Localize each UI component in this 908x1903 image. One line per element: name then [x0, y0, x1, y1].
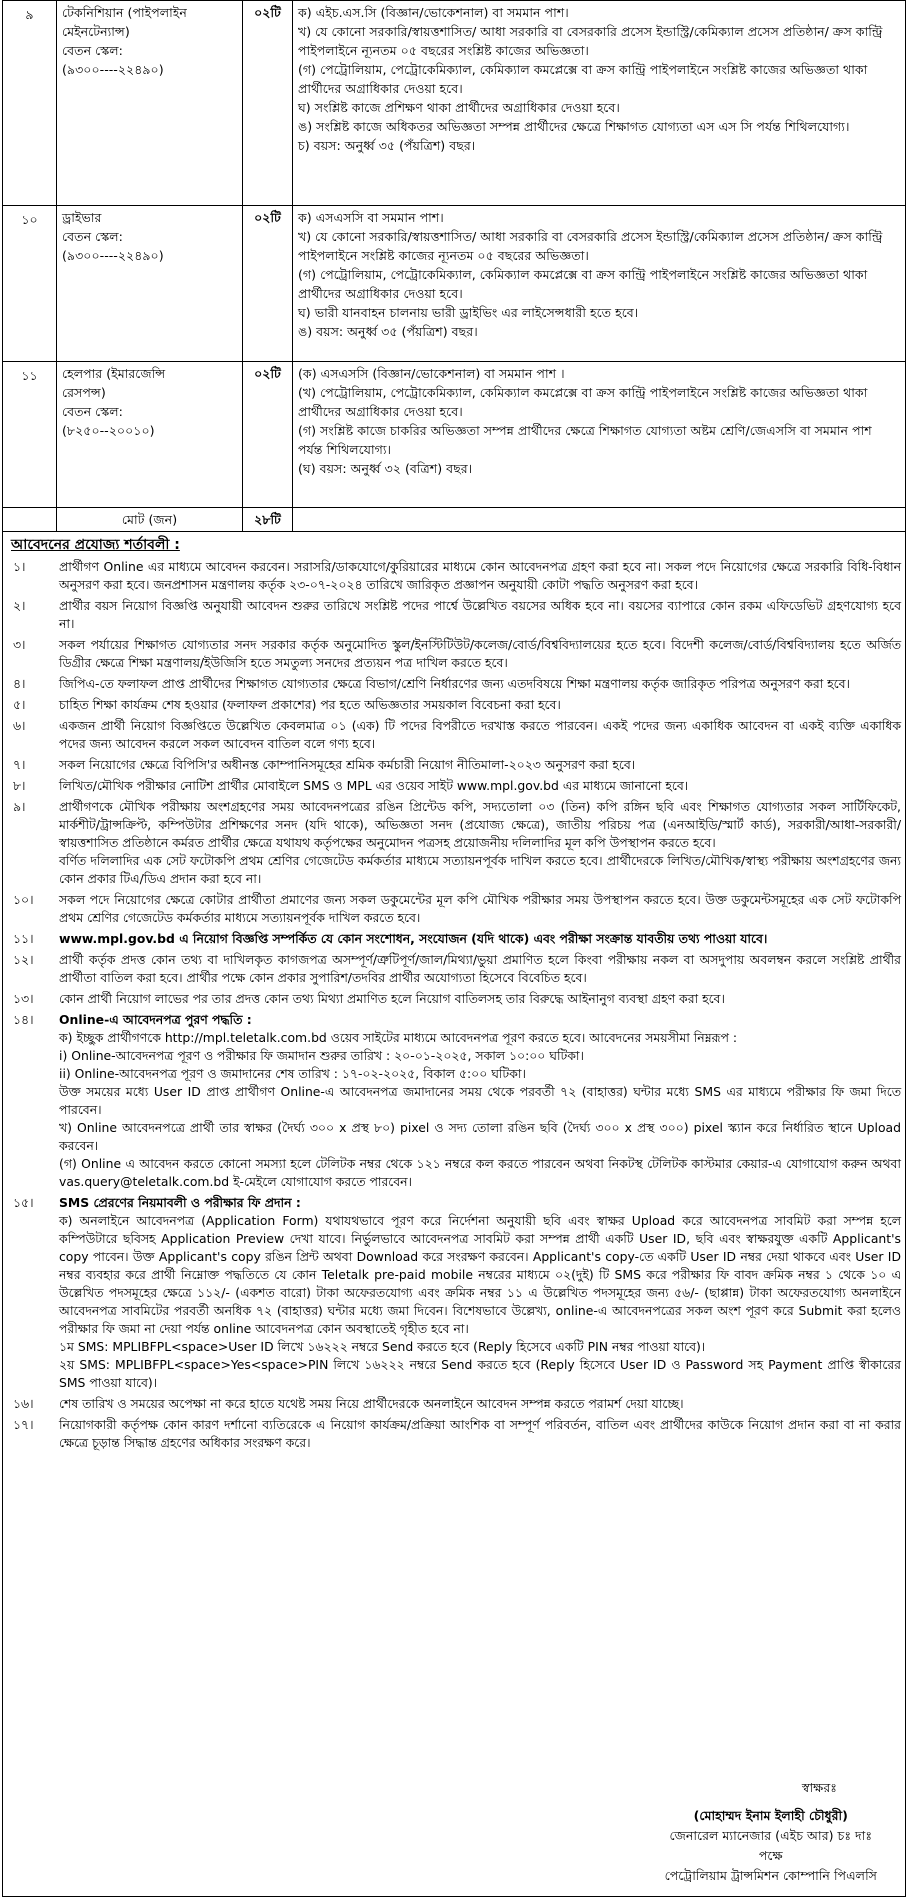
- term-number: ৬।: [13, 718, 26, 733]
- term-item: [7, 951, 901, 987]
- table-row: [3, 206, 906, 362]
- serial-number: ১১: [3, 362, 57, 508]
- qualification-line: (ক) এসএসসি (বিজ্ঞান/ভোকেশনাল) বা সমমান পাশ ।: [298, 366, 565, 381]
- term-item: [7, 636, 901, 672]
- vacancy-count: ০২টি: [243, 1, 293, 206]
- terms-title: আবেদনের প্রযোজ্য শর্তাবলী :: [11, 537, 180, 553]
- term-text: [59, 990, 901, 1008]
- term-number: ১৪।: [13, 1012, 34, 1027]
- term-text: [59, 756, 901, 774]
- term-line: শেষ তারিখ ও সময়ের অপেক্ষা না করে হাতে যথেষ্ট সময় নিয়ে প্রার্থীদেরকে অনলাইনে আবেদন সম্পন্ন করতে পরামর্শ দেয়া যাচ্ছে।: [59, 1396, 684, 1411]
- term-line: প্রার্থী কর্তৃক প্রদত্ত কোন তথ্য বা দাখিলকৃত কাগজপত্র অসম্পূর্ণ/ত্রুটিপূর্ণ/জাল/মিথ্যা/ভুয়া প্রমাণিত হলে কিংবা পরীক্ষায় নকল বা অসদুপায় অবলম্বন করলে সংশ্লিষ্ট প্রার্থীর প্রার্থীতা বাতিল করা হবে। প্রার্থীর পক্ষে কোন প্রকার সুপারিশ/তদবির প্রার্থীর অযোগ্যতা হিসেবে বিবেচিত হবে।: [59, 952, 901, 985]
- term-number: ১৫।: [13, 1195, 34, 1210]
- term-line: www.mpl.gov.bd এ নিয়োগ বিজ্ঞপ্তি সম্পর্কিত যে কোন সংশোধন, সংযোজন (যদি থাকে) এবং পরীক্ষা সংক্রান্ত যাবতীয় তথ্য পাওয়া যাবে।: [59, 931, 768, 946]
- term-line: কোন প্রার্থী নিয়োগ লাভের পর তার প্রদত্ত কোন তথ্য মিথ্যা প্রমাণিত হলে নিয়োগ বাতিলসহ তার বিরুদ্ধে আইনানুগ ব্যবস্থা গ্রহণ করা হবে।: [59, 991, 725, 1006]
- terms-list: [7, 558, 901, 1452]
- term-text: [59, 777, 901, 795]
- term-line: ২য় SMS: MPLIBFPL<space>Yes<space>PIN লিখে ১৬২২২ নম্বরে Send করতে হবে (Reply হিসেবে User ID ও Password সহ Payment প্রাপ্তি স্বীকারের SMS পাওয়া যাবে)।: [59, 1357, 901, 1390]
- term-text: [59, 798, 901, 888]
- qualification-line: চ) বয়স: অনুর্ধ্ব ৩৫ (পঁয়ত্রিশ) বছর।: [298, 138, 476, 153]
- term-line: লিখিত/মৌখিক পরীক্ষার নোটিশ প্রার্থীর মোবাইলে SMS ও MPL এর ওয়েব সাইট www.mpl.gov.bd এর মাধ্যমে জানানো হবে।: [59, 778, 689, 793]
- term-line: সকল পদে নিয়োগের ক্ষেত্রে কোটার প্রার্থীতা প্রমাণের জন্য সকল ডকুমেন্টের মূল কপি মৌখিক পরীক্ষার সময় উপস্থাপন করতে হবে। উক্ত ডকুমেন্টসমূহের এক সেট ফটোকপি প্রথম শ্রেণির গেজেটেড কর্মকর্তার মাধ্যমে সত্যায়নপূর্বক দাখিল করতে হবে।: [59, 892, 901, 925]
- term-line: ক) ইচ্ছুক প্রার্থীগণকে http://mpl.teletalk.com.bd ওয়েব সাইটের মাধ্যমে আবেদনপত্র পূরণ করতে হবে। আবেদনের সময়সীমা নিম্নরূপ :: [59, 1030, 738, 1045]
- qualification-line: ঘ) সংশ্লিষ্ট কাজে প্রশিক্ষণ থাকা প্রার্থীদের অগ্রাধিকার দেওয়া হবে।: [298, 100, 620, 115]
- qualification-line: খ) যে কোনো সরকারি/স্বায়ত্তশাসিত/ আধা সরকারি বা বেসরকারি প্রসেস ইন্ডাস্ট্রি/কেমিক্যাল প্রসেস প্রতিষ্ঠান/ ক্রস কান্ট্রি পাইপলাইনে সংশ্লিষ্ট কাজের ন্যূনতম ০৫ বছরের অভিজ্ঞতা।: [298, 229, 883, 263]
- serial-number: ১০: [3, 206, 57, 362]
- term-item: [7, 798, 901, 888]
- qualification-cell: [293, 1, 906, 206]
- pay-scale-value: (৮২৫০--২০০১০): [62, 423, 155, 438]
- term-number: ২।: [13, 598, 26, 613]
- term-item: [7, 1011, 901, 1191]
- term-line: খ) Online আবেদনপত্রে প্রার্থী তার স্বাক্ষর (দৈর্ঘ্য ৩০০ x প্রস্থ ৮০) pixel ও সদ্য তোলা রঙিন ছবি (দৈর্ঘ্য ৩০০ x প্রস্থ ৩০০) pixel স্ক্যান করে নির্ধারিত স্থানে Upload করবেন।: [59, 1120, 901, 1153]
- qualification-line: ঘ) ভারী যানবাহন চালনায় ভারী ড্রাইভিং এর লাইসেন্সধারী হতে হবে।: [298, 305, 639, 320]
- qualification-line: ঙ) বয়স: অনুর্ধ্ব ৩৫ (পঁয়ত্রিশ) বছর।: [298, 324, 478, 339]
- term-item: [7, 717, 901, 753]
- term-item: [7, 930, 901, 948]
- term-text: [59, 951, 901, 987]
- term-number: ১৬।: [13, 1396, 34, 1411]
- term-text: [59, 1011, 901, 1191]
- term-number: ৫।: [13, 697, 26, 712]
- term-line: প্রার্থীগণকে মৌখিক পরীক্ষায় অংশগ্রহণের সময় আবেদনপত্রের রঙিন প্রিন্টেড কপি, সদ্যতোলা ০৩ (তিন) কপি রঙ্গিন ছবি এবং শিক্ষাগত যোগ্যতার সকল সার্টিফিকেট, মার্কশীট/ট্রান্সক্রিপ্ট, কম্পিউটার প্রশিক্ষণের সনদ (যদি থাকে), অভিজ্ঞতা সনদ (প্রযোজ্য ক্ষেত্রে), জাতীয় পরিচয় পত্র (এনআইডি/স্মার্ট কার্ড), সরকারী/আধা-সরকারী/স্বায়ত্তশাসিত প্রতিষ্ঠানে কর্মরত প্রার্থীর ক্ষেত্রে যথাযথ কর্তৃপক্ষের অনুমোদন পত্রসহ প্রয়োজনীয় দলিলাদির মূল কপি উপস্থাপন করতে হবে।: [59, 799, 901, 850]
- pay-scale-label: বেতন স্কেল:: [62, 404, 123, 419]
- qualification-cell: [293, 362, 906, 508]
- post-cell: [57, 206, 243, 362]
- term-item: [7, 696, 901, 714]
- qualification-line: (গ) পেট্রোলিয়াম, পেট্রোকেমিক্যাল, কেমিক্যাল কমপ্লেক্সে বা ক্রস কান্ট্রি পাইপলাইনে সংশ্লিষ্ট কাজের অভিজ্ঞতা থাকা প্রার্থীদের অগ্রাধিকার দেওয়া হবে।: [298, 267, 868, 301]
- term-item: [7, 756, 901, 774]
- term-line: উক্ত সময়ের মধ্যে User ID প্রাপ্ত প্রার্থীগণ Online-এ আবেদনপত্র জমাদানের সময় থেকে পরবর্তী ৭২ (বাহাত্তর) ঘন্টার মধ্যে SMS এর মাধ্যমে পরীক্ষার ফি জমা দিতে পারবেন।: [59, 1084, 901, 1117]
- term-item: [7, 990, 901, 1008]
- application-terms: [2, 532, 906, 1897]
- vacancy-count: ০২টি: [243, 206, 293, 362]
- qualification-line: (গ) সংশ্লিষ্ট কাজে চাকরির অভিজ্ঞতা সম্পন্ন প্রার্থীদের ক্ষেত্রে শিক্ষাগত যোগ্যতা অষ্টম শ্রেণি/জেএসসি বা সমমান পাশ পর্যন্ত শিথিলযোগ্য।: [298, 423, 872, 457]
- qualification-line: (ঘ) বয়স: অনুর্ধ্ব ৩২ (বত্রিশ) বছর।: [298, 461, 473, 476]
- term-heading: Online-এ আবেদনপত্র পুরণ পদ্ধতি :: [59, 1012, 252, 1027]
- term-item: [7, 1194, 901, 1392]
- term-number: ৭।: [13, 757, 26, 772]
- term-line: চাহিত শিক্ষা কার্যক্রম শেষ হওয়ার (ফলাফল প্রকাশের) পর হতে অভিজ্ঞতার সময়কাল বিবেচনা করা হবে।: [59, 697, 561, 712]
- term-number: ১২।: [13, 952, 34, 967]
- on-behalf-label: পক্ষে: [758, 1848, 783, 1863]
- company-name: পেট্রোলিয়াম ট্রান্সমিশন কোম্পানি পিএলসি: [664, 1868, 877, 1883]
- term-line: ii) Online-আবেদনপত্র পূরণ ও জমাদানের শেষ তারিখ : ১৭-০২-২০২৫, বিকাল ৫:০০ ঘটিকা।: [59, 1066, 526, 1081]
- term-number: ১।: [13, 559, 26, 574]
- term-line: একজন প্রার্থী নিয়োগ বিজ্ঞপ্তিতে উল্লেখিত কেবলমাত্র ০১ (এক) টি পদের বিপরীতে দরখাস্ত করতে পারবেন। একই পদের জন্য একাধিক আবেদন বা একই ব্যক্তি একাধিক পদের জন্য আবেদন করলে সকল আবেদন বাতিল বলে গণ্য হবে।: [59, 718, 901, 751]
- post-title: রেসপন্স): [62, 385, 106, 400]
- post-title: হেলপার (ইমারজেন্সি: [62, 366, 166, 381]
- term-line: ক) অনলাইনে আবেদনপত্র (Application Form) যথাযথভাবে পূরণ করে নির্দেশনা অনুযায়ী ছবি এবং স্বাক্ষর Upload করে আবেদনপত্র সাবমিট করা সম্পন্ন হলে কম্পিউটারে ছবিসহ Application Preview দেখা যাবে। নির্ভুলভাবে আবেদনপত্র সাবমিট করা সম্পন্ন প্রার্থী একটি User ID, ছবি এবং স্বাক্ষরযুক্ত একটি Applicant's copy পাবেন। উক্ত Applicant's copy রঙিন প্রিন্ট অথবা Download করে সংরক্ষণ করবেন। Applicant's copy-তে একটি User ID নম্বর দেয়া থাকবে এবং User ID নম্বর ব্যবহার করে প্রার্থী নিম্নোক্ত পদ্ধতিতে যে কোন Teletalk pre-paid mobile নম্বরের মাধ্যমে ০২(দুই) টি SMS করে পরীক্ষার ফি বাবদ ক্রমিক নম্বর ১ থেকে ১০ এ উল্লেখিত পদসমূহের ক্ষেত্রে ১১২/- (একশত বারো) টাকা অফেরতযোগ্য এবং ক্রমিক নম্বর ১১ এ উল্লেখিত পদসমূহের জন্য ৫৬/- (ছাপ্পান্ন) টাকা অফেরতযোগ্য অনলাইনে আবেদনপত্র সাবমিটের পরবর্তী অনধিক ৭২ (বাহাত্তর) ঘন্টার মধ্যে জমা দিবেন। বিশেষভাবে উল্লেখ্য, online-এ আবেদনপত্রের সকল অংশ পূরণ করে Submit করা হলেও পরীক্ষার ফি জমা না দেয়া পর্যন্ত online আবেদনপত্র কোন অবস্থাতেই গৃহীত হবে না।: [59, 1213, 901, 1336]
- term-line: সকল নিয়োগের ক্ষেত্রে বিপিসি'র অধীনস্ত কোম্পানিসমূহের শ্রমিক কর্মচারী নিয়োগ নীতিমালা-২০২৩ অনুসরণ করা হবে।: [59, 757, 636, 772]
- term-item: [7, 777, 901, 795]
- term-text: [59, 717, 901, 753]
- term-text: [59, 1395, 901, 1413]
- pay-scale-value: (৯৩০০----২২৪৯০): [62, 248, 164, 263]
- signature-label: স্বাক্ষরঃ: [801, 1780, 837, 1795]
- qualification-line: (খ) পেট্রোলিয়াম, পেট্রোকেমিক্যাল, কেমিক্যাল কমপ্লেক্সে বা ক্রস কান্ট্রি পাইপলাইনে সংশ্লিষ্ট কাজের অভিজ্ঞতা থাকা প্রার্থীদের অগ্রাধিকার দেওয়া হবে।: [298, 385, 868, 419]
- term-line: সকল পর্যায়ের শিক্ষাগত যোগ্যতার সনদ সরকার কর্তৃক অনুমোদিত স্কুল/ইনস্টিটিউট/কলেজ/বোর্ড/বিশ্ববিদ্যালয়ের হতে হবে। বিদেশী কলেজ/বোর্ড/বিশ্ববিদ্যালয় হতে অর্জিত ডিগ্রীর ক্ষেত্রে শিক্ষা মন্ত্রণালয়/ইউজিসি হতে সমতুল্য সনদের প্রত্যয়ন পত্র দাখিল করতে হবে।: [59, 637, 901, 670]
- qualification-line: ঙ) সংশ্লিষ্ট কাজে অধিকতর অভিজ্ঞতা সম্পন্ন প্রার্থীদের ক্ষেত্রে শিক্ষাগত যোগ্যতা এস এস সি পর্যন্ত শিথিলযোগ্য।: [298, 119, 850, 134]
- post-cell: [57, 362, 243, 508]
- term-text: [59, 636, 901, 672]
- term-line: প্রার্থীর বয়স নিয়োগ বিজ্ঞপ্তি অনুযায়ী আবেদন শুরুর তারিখে সংশ্লিষ্ট পদের পার্শ্বে উল্লেখিত বয়সের অধিক হবে না। বয়সের ব্যাপারে কোন রকম এফিডেভিট গ্রহণযোগ্য হবে না।: [59, 598, 901, 631]
- qualification-cell: [293, 206, 906, 362]
- vacancy-count: ০২টি: [243, 362, 293, 508]
- signatory-designation: জেনারেল ম্যানেজার (এইচ আর) চঃ দাঃ: [669, 1828, 873, 1843]
- table-row: [3, 1, 906, 206]
- post-title: ড্রাইভার: [62, 210, 102, 225]
- term-text: [59, 1416, 901, 1452]
- term-item: [7, 1395, 901, 1413]
- serial-number: ৯: [3, 1, 57, 206]
- total-value: ২৮টি: [243, 508, 293, 532]
- term-line: i) Online-আবেদনপত্র পূরণ ও পরীক্ষার ফি জমাদান শুরুর তারিখ : ২০-০১-২০২৫, সকাল ১০:০০ ঘটিকা।: [59, 1048, 584, 1063]
- term-number: ১১।: [13, 931, 34, 946]
- term-line: প্রার্থীগণ Online এর মাধ্যমে আবেদন করবেন। সরাসরি/ডাকযোগে/কুরিয়ারের মাধ্যমে কোন আবেদনপত্র গ্রহণ করা হবে না। সকল পদে নিয়োগের ক্ষেত্রে সরকারি বিধি-বিধান অনুসরণ করা হবে। জনপ্রশাসন মন্ত্রণালয় কর্তৃক ২৩-০৭-২০২৪ তারিখে জারিকৃত প্রজ্ঞাপন অনুযায়ী কোটা পদ্ধতি অনুসরণ করা হবে।: [59, 559, 901, 592]
- term-line: জিপিএ-তে ফলাফল প্রাপ্ত প্রার্থীদের শিক্ষাগত যোগ্যতার ক্ষেত্রে বিভাগ/শ্রেণি নির্ধারণের জন্য এতদবিষয়ে শিক্ষা মন্ত্রণালয় কর্তৃক জারিকৃত পরিপত্র অনুসরণ করা হবে।: [59, 676, 850, 691]
- total-row: [3, 508, 906, 532]
- pay-scale-value: (৯৩০০----২২৪৯০): [62, 62, 164, 77]
- post-title: টেকনিশিয়ান (পাইপলাইন: [62, 5, 187, 20]
- term-text: [59, 558, 901, 594]
- term-number: ৮।: [13, 778, 26, 793]
- term-number: ১৭।: [13, 1417, 34, 1432]
- qualification-line: (গ) পেট্রোলিয়াম, পেট্রোকেমিক্যাল, কেমিক্যাল কমপ্লেক্সে বা ক্রস কান্ট্রি পাইপলাইনে সংশ্লিষ্ট কাজের অভিজ্ঞতা থাকা প্রার্থীদের অগ্রাধিকার দেওয়া হবে।: [298, 62, 868, 96]
- term-text: [59, 696, 901, 714]
- signatory-name: (মোহাম্মদ ইনাম ইলাহী চৌধুরী): [693, 1808, 848, 1823]
- term-line: ১ম SMS: MPLIBFPL<space>User ID লিখে ১৬২২২ নম্বরে Send করতে হবে (Reply হিসেবে একটি PIN নম্বর পাওয়া যাবে)।: [59, 1339, 706, 1354]
- term-item: [7, 558, 901, 594]
- signature-block: [665, 1778, 877, 1886]
- job-table: [2, 0, 906, 532]
- post-cell: [57, 1, 243, 206]
- pay-scale-label: বেতন স্কেল:: [62, 43, 123, 58]
- term-text: [59, 597, 901, 633]
- term-text: [59, 1194, 901, 1392]
- pay-scale-label: বেতন স্কেল:: [62, 229, 123, 244]
- term-number: ১৩।: [13, 991, 34, 1006]
- term-item: [7, 891, 901, 927]
- table-row: [3, 362, 906, 508]
- qualification-line: ক) এইচ.এস.সি (বিজ্ঞান/ভোকেশনাল) বা সমমান পাশ।: [298, 5, 569, 20]
- term-text: [59, 891, 901, 927]
- term-number: ৩।: [13, 637, 26, 652]
- term-text: [59, 675, 901, 693]
- term-heading: SMS প্রেরণের নিয়মাবলী ও পরীক্ষার ফি প্রদান :: [59, 1195, 301, 1210]
- term-item: [7, 1416, 901, 1452]
- term-number: ৯।: [13, 799, 26, 814]
- total-label: মোট (জন): [57, 508, 243, 532]
- term-line: বর্ণিত দলিলাদির এক সেট ফটোকপি প্রথম শ্রেণির গেজেটেড কর্মকর্তার মাধ্যমে সত্যায়নপূর্বক দাখিল করতে হবে। প্রার্থীদেরকে লিখিত/মৌখিক/স্বাস্থ্য পরীক্ষায় অংশগ্রহণের জন্য কোন প্রকার টিএ/ডিএ প্রদান করা হবে না।: [59, 853, 901, 886]
- term-item: [7, 675, 901, 693]
- term-text: [59, 930, 901, 948]
- qualification-line: খ) যে কোনো সরকারি/স্বায়ত্তশাসিত/ আধা সরকারি বা বেসরকারি প্রসেস ইন্ডাস্ট্রি/কেমিক্যাল প্রসেস প্রতিষ্ঠান/ ক্রস কান্ট্রি পাইপলাইনে ন্যূনতম ০৫ বছরের সংশ্লিষ্ট কাজের অভিজ্ঞতা।: [298, 24, 883, 58]
- term-number: ৪।: [13, 676, 26, 691]
- post-title: মেইনটেন্যান্স): [62, 24, 130, 39]
- qualification-line: ক) এসএসসি বা সমমান পাশ।: [298, 210, 444, 225]
- term-line: নিয়োগকারী কর্তৃপক্ষ কোন কারণ দর্শানো ব্যতিরেকে এ নিয়োগ কার্যক্রম/প্রক্রিয়া আংশিক বা সম্পূর্ণ পরিবর্তন, বাতিল এবং প্রার্থীদের কাউকে নিয়োগ প্রদান করা বা না করার ক্ষেত্রে চূড়ান্ত সিদ্ধান্ত গ্রহণের অধিকার সংরক্ষণ করে।: [59, 1417, 901, 1450]
- term-number: ১০।: [13, 892, 34, 907]
- term-item: [7, 597, 901, 633]
- term-line: (গ) Online এ আবেদন করতে কোনো সমস্যা হলে টেলিটক নম্বর থেকে ১২১ নম্বরে কল করতে পারবেন অথবা নিকটস্থ টেলিটক কাস্টমার কেয়ার-এ যোগাযোগ করুন অথবা vas.query@teletalk.com.bd ই-মেইলে যোগাযোগ করতে পারবেন।: [59, 1156, 901, 1189]
